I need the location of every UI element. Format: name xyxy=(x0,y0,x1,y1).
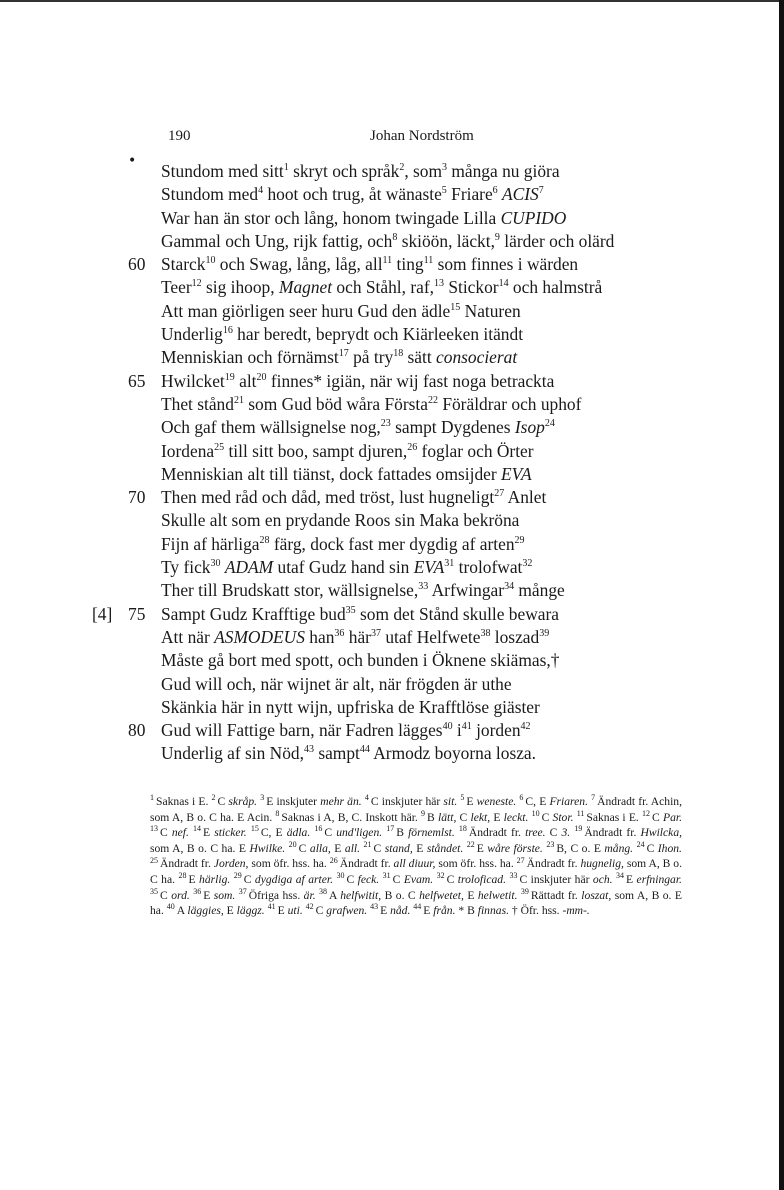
footnote-text: Ändradt fr. all diuur, som öfr. hss. ha. xyxy=(339,857,514,871)
footnote xyxy=(519,795,588,808)
verse-text: Ty fick$^{30}$ ADAM utaf Gudz hand sin EVA$^{31}$ trolofwat$^{32}$ xyxy=(161,557,533,578)
footnote-number: 8 xyxy=(275,808,280,818)
verse-line xyxy=(0,603,784,626)
footnote-text: C ord. xyxy=(160,888,190,902)
verse-text: Och gaf them wällsignelse nog,$^{23}$ sampt Dygdenes Isop$^{24}$ xyxy=(161,417,555,438)
page-header xyxy=(0,128,784,152)
footnote xyxy=(193,886,236,902)
footnote-number: 4 xyxy=(364,793,369,803)
verse-text: Stundom med$^4$ hoot och trug, åt wänaste$^5$ Friare$^6$ ACIS$^7$ xyxy=(161,184,544,205)
footnote-text: E från. xyxy=(423,904,456,918)
footnote-text: C inskjuter här och. xyxy=(519,872,613,886)
verse-text: Sampt Gudz Krafftige bud$^{35}$ som det Stånd skulle bewara xyxy=(161,603,560,624)
footnote-number: 35 xyxy=(150,886,158,896)
footnote-text: Saknas i E. xyxy=(156,795,209,808)
page-number: 190 xyxy=(168,128,191,144)
verse-line xyxy=(0,486,784,509)
footnote-number: 9 xyxy=(421,808,426,818)
verse-text: Gud will och, när wijnet är alt, när frögden är uthe xyxy=(161,673,512,694)
footnote-text: E som. xyxy=(203,888,236,902)
line-number: 75 xyxy=(128,603,146,624)
line-number: 65 xyxy=(128,370,146,391)
footnote-number: 29 xyxy=(233,871,242,881)
verse-line xyxy=(0,463,784,486)
verse-line xyxy=(0,160,784,183)
footnote-number: 32 xyxy=(436,871,445,881)
footnote xyxy=(460,795,516,808)
footnote xyxy=(365,795,457,808)
footnote-number: 31 xyxy=(382,871,391,881)
footnote-text: C feck. xyxy=(346,872,380,886)
footnote xyxy=(546,839,634,855)
margin-mark: • xyxy=(128,153,137,169)
footnote-number: 14 xyxy=(193,824,201,834)
footnote-text: Saknas i A, B, C. Inskott här. xyxy=(281,810,418,824)
line-number: 70 xyxy=(128,487,146,508)
footnote-number: 34 xyxy=(616,871,624,881)
footnote-text: C Ihon. xyxy=(646,841,682,855)
footnote-text: A läggies, E läggz. xyxy=(176,904,265,918)
footnote xyxy=(383,873,433,886)
footnote xyxy=(167,904,265,917)
footnote xyxy=(150,795,208,808)
footnote xyxy=(319,886,518,902)
footnote xyxy=(386,826,455,839)
footnote-number: 37 xyxy=(238,886,247,896)
verse-line xyxy=(0,556,784,579)
footnote-text: Ändradt fr. tree. C 3. xyxy=(468,826,571,840)
verse-line xyxy=(0,323,784,346)
footnote-text: Ändradt fr. Achin, som A, B o. C ha. E Acin. xyxy=(150,795,683,824)
footnote xyxy=(268,904,303,917)
footnote-number: 18 xyxy=(458,824,467,834)
footnotes xyxy=(150,794,682,919)
footnote-text: C, E Friaren. xyxy=(525,795,588,808)
footnote xyxy=(336,873,379,886)
verse-text: Starck$^{10}$ och Swag, lång, låg, all$^{11}$ ting$^{11}$ som finnes i wärden xyxy=(161,254,579,275)
footnote-text: E nåd. xyxy=(380,904,411,918)
footnote xyxy=(150,857,327,870)
verse-text: Skulle alt som en prydande Roos sin Maka bekröna xyxy=(161,510,520,531)
footnote-text: E wåre förste. xyxy=(476,841,543,855)
footnote-number: 1 xyxy=(150,793,154,803)
footnote-number: 15 xyxy=(250,824,259,834)
footnote-text: B lätt, C lekt, E leckt. xyxy=(427,810,529,824)
footnote-text: C, E ädla. xyxy=(260,826,311,840)
verse-line xyxy=(0,230,784,253)
verse-text: Gud will Fattige barn, när Fadren lägges$^{40}$ $i^{41}$ jorden$^{42}$ xyxy=(161,720,531,741)
footnote xyxy=(413,904,455,917)
verse-text: Underlig$^{16}$ har beredt, beprydt och Kiärleeken itändt xyxy=(161,324,524,345)
footnote xyxy=(234,873,333,886)
line-number: 60 xyxy=(128,254,146,275)
footnote-text: E sticker. xyxy=(203,826,247,840)
verse-text: Måste gå bort med spott, och bunden i Öknene skiämas,† xyxy=(161,650,560,671)
verse-text: Then med råd och dåd, med tröst, lust hugneligt$^{27}$ Anlet xyxy=(161,487,547,508)
footnote xyxy=(306,904,368,917)
footnote-number: 42 xyxy=(305,902,314,912)
footnote xyxy=(212,795,258,808)
footnote-number: 16 xyxy=(314,824,323,834)
footnote-text: C Evam. xyxy=(392,872,434,886)
footnote-number: 23 xyxy=(546,839,555,849)
footnote xyxy=(636,839,682,855)
footnote xyxy=(363,839,464,855)
verse-line xyxy=(0,579,784,602)
footnote-text: E härlig. xyxy=(188,872,231,886)
verse-line xyxy=(0,276,784,299)
verse-text: Thet stånd$^{21}$ som Gud böd wåra Första$^{22}$ Föräldrar och uphof xyxy=(161,393,582,414)
footnote-number: 41 xyxy=(267,902,276,912)
footnote-text: Ändradt fr. Jorden, som öfr. hss. ha. xyxy=(160,857,327,871)
footnote-text: C skråp. xyxy=(217,795,258,808)
footnote xyxy=(466,839,543,855)
footnote xyxy=(275,808,418,824)
running-head: Johan Nordström xyxy=(370,128,474,144)
footnote-number: 13 xyxy=(150,824,158,834)
footnote-text: * B finnas. † Öfr. hss. -mm-. xyxy=(458,904,590,918)
page-reference: [4] xyxy=(92,603,113,624)
footnote xyxy=(459,826,570,839)
footnote-text: E erfningar. xyxy=(626,872,682,886)
footnote xyxy=(509,873,612,886)
verse-line xyxy=(0,393,784,416)
verse-text: Menniskian och förnämst$^{17}$ på try$^{18}$ sätt consocierat xyxy=(161,347,518,368)
verse-text: Stundom med sitt$^1$ skryt och språk$^2$, som$^3$ många nu giöra xyxy=(161,161,560,181)
verse-line xyxy=(0,440,784,463)
verse-line xyxy=(0,673,784,696)
footnote-number: 25 xyxy=(150,855,158,865)
footnote-text: E weneste. xyxy=(466,795,517,808)
footnote-number: 11 xyxy=(576,808,585,818)
verse-text: Hwilcket$^{19}$ alt$^{20}$ finnes* igiän, när wij fast noga betrackta xyxy=(161,370,555,391)
footnote-text: C nef. xyxy=(160,826,189,840)
footnote-text: E inskjuter mehr än. xyxy=(266,795,362,808)
verse-line xyxy=(0,346,784,369)
footnote xyxy=(437,873,506,886)
footnote-number: 22 xyxy=(466,839,475,849)
footnote-number: 27 xyxy=(516,855,525,865)
footnote-text: C dygdiga af arter. xyxy=(243,872,333,886)
footnote-text: C alla, E all. xyxy=(298,841,361,855)
footnote-number: 43 xyxy=(370,902,379,912)
verse-line xyxy=(0,649,784,672)
footnote xyxy=(576,808,639,824)
verse-line xyxy=(0,300,784,323)
footnote-text: Öfriga hss. är. xyxy=(248,888,316,902)
footnote-number: 6 xyxy=(519,793,524,803)
footnote xyxy=(178,873,230,886)
verse-line xyxy=(0,742,784,765)
verse-text: Iordena$^{25}$ till sitt boo, sampt djuren,$^{26}$ foglar och Örter xyxy=(161,440,534,461)
footnote xyxy=(421,808,529,824)
footnote xyxy=(642,808,682,824)
verse-line xyxy=(0,370,784,393)
footnote-number: 39 xyxy=(520,886,529,896)
footnote-text: C inskjuter här sit. xyxy=(370,795,458,808)
footnote xyxy=(260,795,361,808)
footnote-text: Rättadt fr. loszat, som A, B o. E ha. xyxy=(150,888,682,918)
footnote-number: 24 xyxy=(636,839,645,849)
verse-text: Menniskian alt till tiänst, dock fattades omsijder EVA xyxy=(161,463,532,484)
footnote-number: 17 xyxy=(386,824,395,834)
footnote-text: B förnemlst. xyxy=(396,826,455,840)
footnote-text: B, C o. E mång. xyxy=(556,841,634,855)
footnote-text: C stand, E ståndet. xyxy=(373,841,464,855)
footnote-number: 38 xyxy=(319,886,328,896)
footnote-number: 5 xyxy=(460,793,465,803)
footnote xyxy=(150,886,190,902)
footnote-number: 36 xyxy=(193,886,202,896)
verse-text: Fijn af härliga$^{28}$ färg, dock fast mer dygdig af arten$^{29}$ xyxy=(161,533,525,554)
footnote xyxy=(531,808,574,824)
footnote xyxy=(193,826,247,839)
verse-line xyxy=(0,509,784,532)
footnote-number: 19 xyxy=(574,824,583,834)
verse-text: Skänkia här in nytt wijn, upfriska de Krafftlöse giäster xyxy=(161,696,540,717)
verse-line xyxy=(0,183,784,206)
footnote-text: A helfwitit, B o. C helfwetet, E helwetit. xyxy=(329,888,518,902)
footnote-number: 28 xyxy=(178,871,187,881)
footnote-number: 40 xyxy=(166,902,175,912)
footnote-text: E uti. xyxy=(277,904,303,918)
verse-line xyxy=(0,626,784,649)
footnote-text: C grafwen. xyxy=(315,904,368,918)
verse-line xyxy=(0,207,784,230)
footnote-number: 21 xyxy=(363,839,372,849)
verse-text: Teer$^{12}$ sig ihoop, Magnet och Ståhl, raf,$^{13}$ Stickor$^{14}$ och halmstrå xyxy=(161,277,603,298)
verse-line xyxy=(0,719,784,742)
footnote xyxy=(150,826,189,839)
footnote-number: 33 xyxy=(509,871,518,881)
footnote xyxy=(288,839,361,855)
footnote-number: 7 xyxy=(591,793,596,803)
footnote-text: C Stor. xyxy=(541,810,574,824)
footnote-text: C Par. xyxy=(652,810,682,824)
footnote-number: 20 xyxy=(288,839,297,849)
verse-text: War han än stor och lång, honom twingade Lilla CUPIDO xyxy=(161,207,567,228)
footnote-number: 30 xyxy=(336,871,345,881)
footnote-number: 2 xyxy=(211,793,216,803)
footnote-number: 12 xyxy=(642,808,651,818)
footnote-number: 44 xyxy=(413,902,422,912)
verse-text: Underlig af sin Nöd,$^{43}$ sampt$^{44}$ Armodz boyorna losza. xyxy=(161,743,536,764)
footnote-text: Ändradt fr. hugnelig, som A, B o. C ha. xyxy=(150,857,682,886)
footnote xyxy=(458,904,589,917)
footnote-number: 3 xyxy=(260,793,265,803)
footnote-text: Ändradt fr. Hwilcka, som A, B o. C ha. E Hwilke. xyxy=(150,826,683,855)
verse-line xyxy=(0,253,784,276)
footnote-text: Saknas i E. xyxy=(586,810,639,824)
footnote xyxy=(314,826,382,839)
footnote xyxy=(370,904,410,917)
verse-text: Gammal och Ung, rijk fattig, och$^8$ skiöön, läckt,$^9$ lärder och olärd xyxy=(161,230,615,251)
footnote-number: 10 xyxy=(531,808,540,818)
footnote xyxy=(616,873,682,886)
verse-text: Att man giörligen seer huru Gud den ädle$^{15}$ Naturen xyxy=(161,300,521,321)
verse-line xyxy=(0,416,784,439)
footnote xyxy=(238,886,316,902)
footnote-text: C und'ligen. xyxy=(324,826,383,840)
footnote-text: C troloficad. xyxy=(446,872,506,886)
line-number: 80 xyxy=(128,720,146,741)
verse-text: Att när ASMODEUS han$^{36}$ här$^{37}$ utaf Helfwete$^{38}$ loszad$^{39}$ xyxy=(161,626,550,647)
scan-top-edge xyxy=(0,0,784,2)
footnote xyxy=(330,857,514,870)
verse-line xyxy=(0,533,784,556)
verse-block xyxy=(0,160,784,766)
footnote xyxy=(251,826,310,839)
verse-line xyxy=(0,696,784,719)
footnote-number: 26 xyxy=(329,855,338,865)
verse-text: Ther till Brudskatt stor, wällsignelse,$^{33}$ Arfwingar$^{34}$ månge xyxy=(161,580,565,601)
